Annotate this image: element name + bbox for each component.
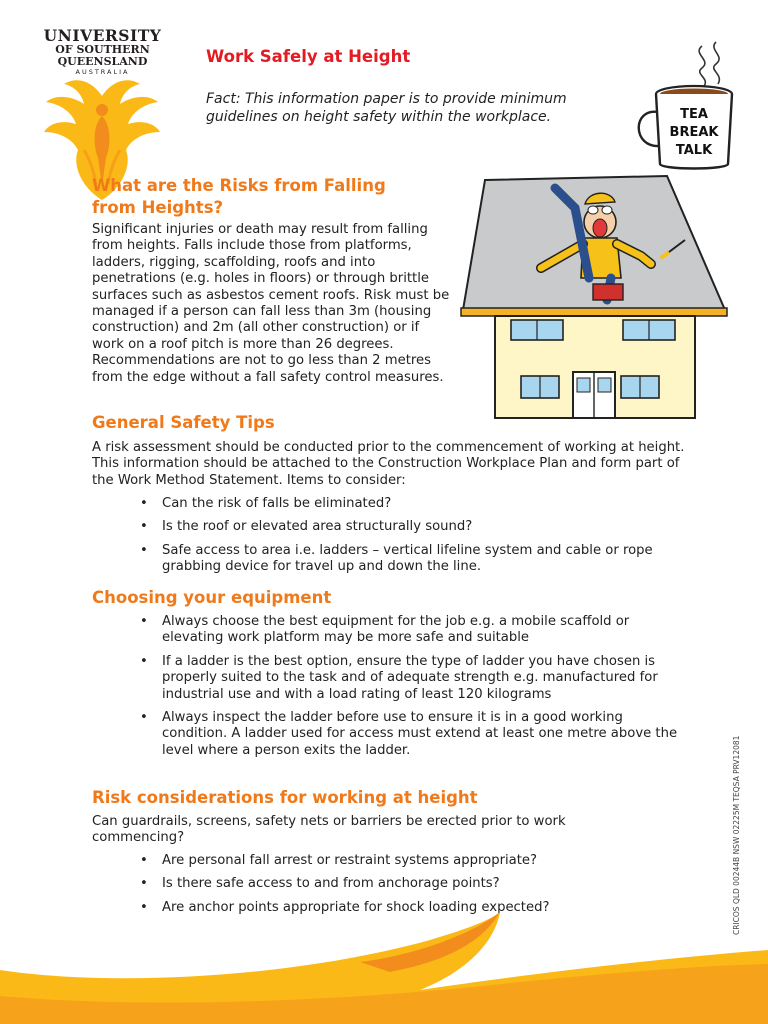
list-item bbox=[134, 853, 674, 869]
considerations-paragraph: Can guardrails, screens, safety nets or barriers be erected prior to work commencing? bbox=[92, 814, 566, 846]
list-item bbox=[134, 519, 674, 535]
equipment-heading: Choosing your equipment bbox=[92, 588, 332, 607]
list-item bbox=[134, 654, 680, 703]
list-item bbox=[134, 614, 680, 647]
bullet-icon: • bbox=[140, 496, 148, 511]
mug-break-label: BREAK bbox=[669, 125, 719, 140]
bullet-icon: • bbox=[140, 853, 148, 868]
house-fall-illustration bbox=[455, 168, 735, 423]
list-item bbox=[134, 876, 674, 892]
list-item-text: Is there safe access to and from anchorage points? bbox=[162, 876, 500, 892]
safety-tips-list bbox=[134, 496, 674, 583]
list-item-text: Are personal fall arrest or restraint systems appropriate? bbox=[162, 853, 538, 868]
list-item-text: Always inspect the ladder before use to ensure it is in a good working condition. A ladder used for access must extend at least one metre above the level where a person exits the ladder. bbox=[162, 710, 678, 758]
considerations-heading: Risk considerations for working at height bbox=[92, 788, 478, 807]
logo-queensland: QUEENSLAND bbox=[57, 55, 148, 68]
risks-paragraph: Significant injuries or death may result from falling from heights. Falls include those from platforms, ladders, rigging, scaffolding, roofs and into penetrations (e.g. holes in floors) or through brittle surfaces such as asbestos cement roofs. Risk must be managed if a person can fall less than 3m (housing construction) and 2m (all other construction) or if work on a roof pitch is more than 26 degrees. Recommendations are not to go less than 2 metres from the edge without a fall safety control measures. bbox=[92, 222, 450, 385]
bullet-icon: • bbox=[140, 614, 148, 629]
fact-statement: Fact: This information paper is to provide minimum guidelines on height safety within the workplace. bbox=[206, 91, 567, 125]
list-item-text: Safe access to area i.e. ladders – vertical lifeline system and cable or rope grabbing device for travel up and down the line. bbox=[162, 542, 653, 575]
mug-talk-label: TALK bbox=[675, 143, 713, 158]
list-item-text: Is the roof or elevated area structurally sound? bbox=[162, 519, 473, 535]
cricos-code: CRICOS QLD 00244B NSW 02225M TEQSA PRV12081 bbox=[732, 735, 741, 935]
page-title: Work Safely at Height bbox=[206, 47, 411, 66]
bullet-icon: • bbox=[140, 519, 148, 535]
safety-tips-paragraph: A risk assessment should be conducted prior to the commencement of working at height. This information should be attached to the Construction Workplace Plan and form part of the Work Method Statement. Items to consider: bbox=[92, 440, 685, 488]
list-item-text: Are anchor points appropriate for shock loading expected? bbox=[162, 899, 550, 915]
bullet-icon: • bbox=[140, 542, 148, 558]
bullet-icon: • bbox=[140, 710, 148, 726]
logo-university: UNIVERSITY bbox=[43, 26, 162, 45]
tea-mug-icon bbox=[632, 38, 742, 178]
risks-heading: What are the Risks from Falling from Heights? bbox=[92, 176, 386, 217]
list-item bbox=[134, 543, 674, 576]
safety-tips-heading: General Safety Tips bbox=[92, 413, 275, 432]
list-item-text: If a ladder is the best option, ensure the type of ladder you have chosen is properly suited to the task and of adequate strength e.g. manufactured for industrial use and with a load rating of least 120 kilograms bbox=[162, 653, 658, 702]
logo-of-southern: OF SOUTHERN bbox=[55, 43, 150, 56]
bullet-icon: • bbox=[140, 876, 148, 892]
list-item-text: Can the risk of falls be eliminated? bbox=[162, 496, 392, 511]
decorative-swoosh bbox=[0, 900, 768, 1024]
bullet-icon: • bbox=[140, 653, 148, 669]
list-item-text: Always choose the best equipment for the job e.g. a mobile scaffold or elevating work platform may be more safe and suitable bbox=[162, 614, 630, 646]
list-item bbox=[134, 496, 674, 512]
bullet-icon: • bbox=[140, 899, 148, 915]
logo-australia: AUSTRALIA bbox=[75, 68, 130, 76]
mug-tea-label: TEA bbox=[680, 107, 708, 122]
equipment-list bbox=[134, 614, 680, 766]
list-item bbox=[134, 710, 680, 759]
